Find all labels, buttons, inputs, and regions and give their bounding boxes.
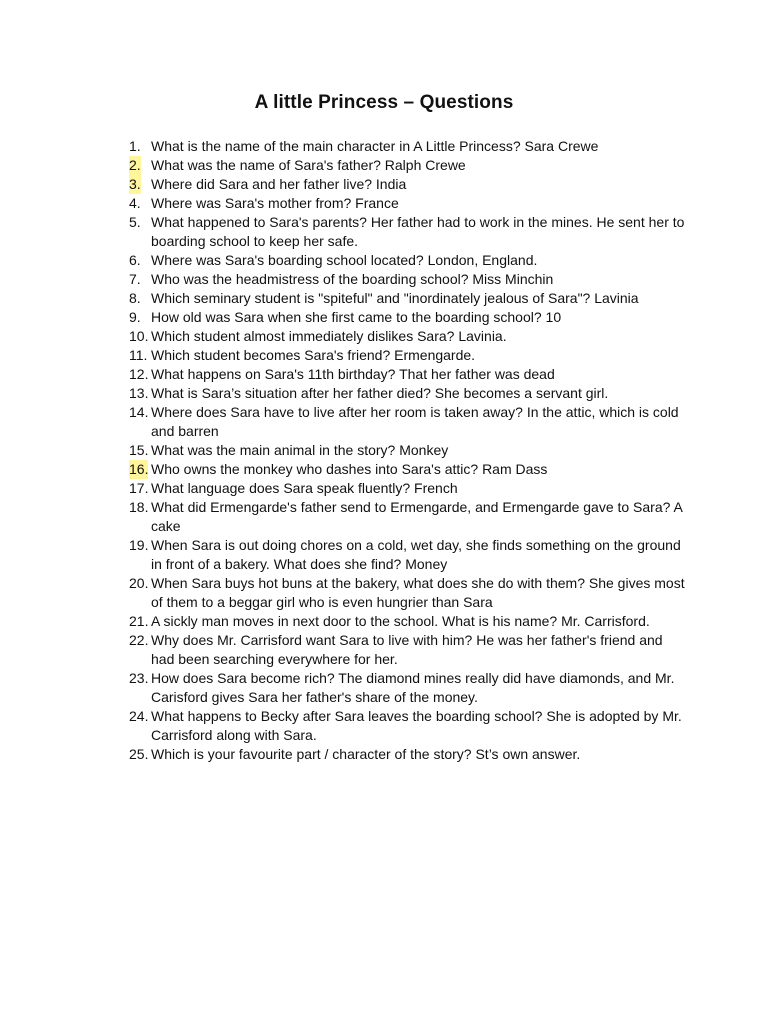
question-text: When Sara is out doing chores on a cold, wet day, she finds something on the ground in front of a bakery. What does she find? Money (151, 537, 681, 572)
question-number: 19. (129, 537, 149, 553)
question-text: When Sara buys hot buns at the bakery, what does she do with them? She gives most of them to a beggar girl who is even hungrier than Sara (151, 575, 685, 610)
question-item (129, 631, 689, 669)
question-text: Who owns the monkey who dashes into Sara's attic? Ram Dass (151, 461, 548, 477)
question-number: 23. (129, 670, 149, 686)
question-item (129, 156, 689, 175)
question-text: What happens to Becky after Sara leaves the boarding school? She is adopted by Mr. Carrisford along with Sara. (151, 708, 682, 743)
question-number: 21. (129, 613, 149, 629)
question-text: What is Sara’s situation after her father died? She becomes a servant girl. (151, 385, 609, 401)
question-item (129, 384, 689, 403)
question-number: 20. (129, 575, 149, 591)
question-text: What did Ermengarde's father send to Ermengarde, and Ermengarde gave to Sara? A cake (151, 499, 683, 534)
question-item (129, 707, 689, 745)
question-number: 13. (129, 385, 149, 401)
question-item (129, 574, 689, 612)
question-text: What language does Sara speak fluently? French (151, 480, 458, 496)
question-item (129, 194, 689, 213)
question-number-highlighted: 16. (129, 461, 149, 477)
question-item (129, 479, 689, 498)
question-number: 22. (129, 632, 149, 648)
question-number: 17. (129, 480, 149, 496)
question-number: 10. (129, 328, 149, 344)
question-item (129, 346, 689, 365)
question-number: 24. (129, 708, 149, 724)
question-text: What was the main animal in the story? Monkey (151, 442, 449, 458)
question-text: Where did Sara and her father live? India (151, 176, 407, 192)
question-text: Which student almost immediately dislikes Sara? Lavinia. (151, 328, 507, 344)
question-text: What happened to Sara's parents? Her father had to work in the mines. He sent her to boarding school to keep her safe. (151, 214, 685, 249)
question-text: Which is your favourite part / character of the story? St’s own answer. (151, 746, 581, 762)
question-item (129, 612, 689, 631)
question-item (129, 213, 689, 251)
question-list (129, 137, 689, 764)
question-number: 14. (129, 404, 149, 420)
question-number: 4. (129, 195, 141, 211)
question-text: Where was Sara's boarding school located? London, England. (151, 252, 538, 268)
question-number-highlighted: 2. (129, 157, 141, 173)
question-text: Why does Mr. Carrisford want Sara to live with him? He was her father's friend and had been searching everywhere for her. (151, 632, 663, 667)
question-item (129, 441, 689, 460)
question-text: What happens on Sara's 11th birthday? That her father was dead (151, 366, 555, 382)
question-item (129, 308, 689, 327)
question-item (129, 137, 689, 156)
question-text: Where does Sara have to live after her room is taken away? In the attic, which is cold and barren (151, 404, 679, 439)
question-text: How does Sara become rich? The diamond mines really did have diamonds, and Mr. Carisford gives Sara her father's share of the money. (151, 670, 675, 705)
question-item (129, 498, 689, 536)
question-item (129, 403, 689, 441)
question-text: How old was Sara when she first came to the boarding school? 10 (151, 309, 562, 325)
question-text: A sickly man moves in next door to the school. What is his name? Mr. Carrisford. (151, 613, 650, 629)
question-number: 9. (129, 309, 141, 325)
question-item (129, 745, 689, 764)
question-text: What was the name of Sara's father? Ralph Crewe (151, 157, 466, 173)
question-number: 8. (129, 290, 141, 306)
question-number: 6. (129, 252, 141, 268)
question-number: 18. (129, 499, 149, 515)
question-number: 1. (129, 138, 141, 154)
question-number: 12. (129, 366, 149, 382)
question-number: 11. (129, 347, 148, 363)
question-item (129, 289, 689, 308)
question-number: 25. (129, 746, 149, 762)
question-item (129, 365, 689, 384)
question-number-highlighted: 3. (129, 176, 141, 192)
question-item (129, 251, 689, 270)
question-item (129, 327, 689, 346)
question-item (129, 669, 689, 707)
question-text: Where was Sara's mother from? France (151, 195, 399, 211)
question-number: 7. (129, 271, 141, 287)
page-title: A little Princess – Questions (254, 92, 514, 113)
question-number: 5. (129, 214, 141, 230)
question-item (129, 460, 689, 479)
question-text: Which student becomes Sara's friend? Ermengarde. (151, 347, 476, 363)
question-text: What is the name of the main character in A Little Princess? Sara Crewe (151, 138, 599, 154)
question-text: Who was the headmistress of the boarding school? Miss Minchin (151, 271, 554, 287)
question-item (129, 270, 689, 289)
question-item (129, 536, 689, 574)
question-item (129, 175, 689, 194)
question-number: 15. (129, 442, 149, 458)
question-text: Which seminary student is "spiteful" and "inordinately jealous of Sara"? Lavinia (151, 290, 639, 306)
